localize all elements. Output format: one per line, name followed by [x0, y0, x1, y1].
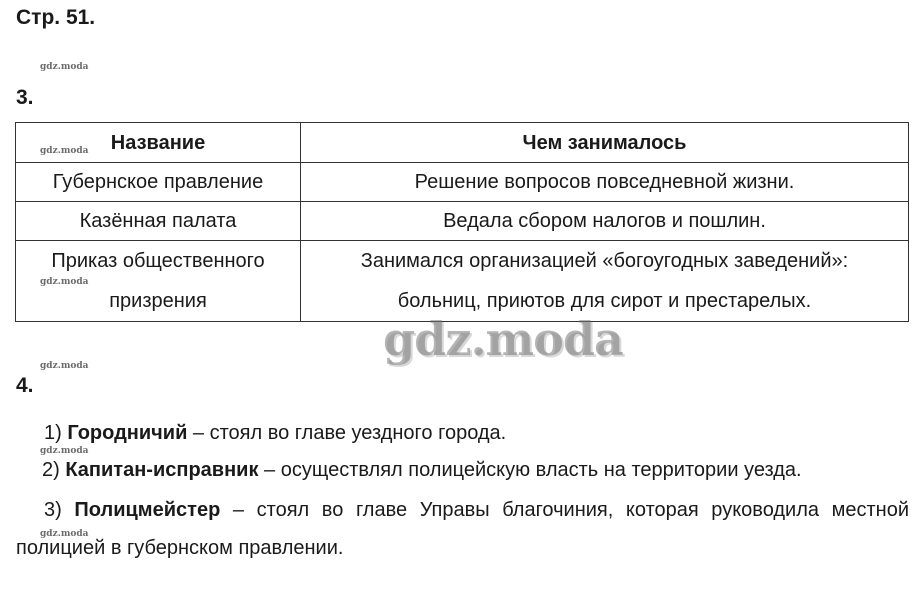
- watermark-small: gdz.moda: [40, 277, 89, 287]
- table-row: [16, 241, 909, 322]
- watermark-small: gdz.moda: [40, 529, 89, 539]
- table-row: [16, 163, 909, 202]
- institutions-table: [15, 122, 909, 322]
- cell-activity: Ведала сбором налогов и пошлин.: [301, 202, 909, 241]
- item-term: Полицмейстер: [74, 499, 221, 521]
- page-heading: Стр. 51.: [16, 6, 96, 29]
- table-row: [16, 202, 909, 241]
- item-index: 2): [42, 459, 60, 481]
- list-item: [16, 459, 909, 482]
- cell-activity: [301, 241, 909, 322]
- header-activity: Чем занималось: [301, 123, 909, 163]
- item-term: Городничий: [67, 422, 188, 444]
- cell-name-line-1: Приказ общественного: [51, 250, 265, 272]
- watermark-large: gdz.moda: [383, 312, 623, 366]
- item-definition: – стоял во главе Управы благочиния, которая руководила местной полицией в губернском правлении.: [16, 499, 910, 559]
- task-4-number: 4.: [16, 374, 34, 397]
- cell-activity-line-2: больниц, приютов для сирот и престарелых.: [397, 290, 812, 312]
- watermark-small: gdz.moda: [40, 446, 89, 456]
- list-item: [16, 491, 909, 567]
- task-3-number: 3.: [16, 86, 34, 109]
- cell-name-line-2: призрения: [109, 290, 207, 312]
- table-header-row: [16, 123, 909, 163]
- item-definition: – осуществлял полицейскую власть на территории уезда.: [264, 459, 802, 481]
- watermark-small: gdz.moda: [40, 361, 89, 371]
- cell-name: Губернское правление: [16, 163, 301, 202]
- watermark-small: gdz.moda: [40, 62, 89, 72]
- header-name: Название: [16, 123, 301, 163]
- list-item: [16, 422, 909, 445]
- item-index: 3): [44, 499, 62, 521]
- cell-activity-line-1: Занимался организацией «богоугодных заведений»:: [360, 250, 849, 272]
- item-term: Капитан-исправник: [65, 459, 259, 481]
- watermark-small: gdz.moda: [40, 146, 89, 156]
- item-definition: – стоял во главе уездного города.: [192, 422, 507, 444]
- item-index: 1): [44, 422, 62, 444]
- cell-name: Казённая палата: [16, 202, 301, 241]
- cell-activity: Решение вопросов повседневной жизни.: [301, 163, 909, 202]
